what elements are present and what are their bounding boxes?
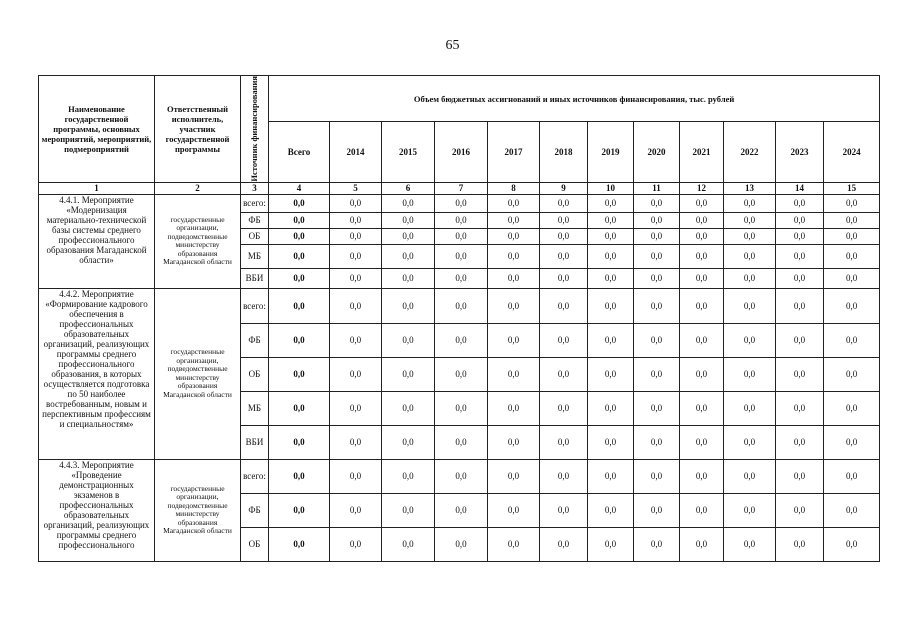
year-value-cell: 0,0 xyxy=(776,244,824,268)
year-value-cell: 0,0 xyxy=(540,527,588,561)
year-value-cell: 0,0 xyxy=(680,357,724,391)
header-name: Наименование государственной программы, основных мероприятий, мероприятий, подмероприятий xyxy=(39,76,155,183)
year-value-cell: 0,0 xyxy=(724,357,776,391)
header-volume: Объем бюджетных ассигнований и иных источников финансирования, тыс. рублей xyxy=(269,76,880,122)
funding-source-cell: ОБ xyxy=(241,527,269,561)
header-year: 2020 xyxy=(634,122,680,182)
header-row-1 xyxy=(39,76,880,122)
year-value-cell: 0,0 xyxy=(634,459,680,493)
year-value-cell: 0,0 xyxy=(634,493,680,527)
year-value-cell: 0,0 xyxy=(435,527,488,561)
header-year: 2018 xyxy=(540,122,588,182)
year-value-cell: 0,0 xyxy=(588,194,634,212)
year-value-cell: 0,0 xyxy=(588,212,634,228)
year-value-cell: 0,0 xyxy=(382,323,435,357)
year-value-cell: 0,0 xyxy=(330,268,382,288)
year-value-cell: 0,0 xyxy=(634,194,680,212)
year-value-cell: 0,0 xyxy=(435,268,488,288)
year-value-cell: 0,0 xyxy=(634,212,680,228)
year-value-cell: 0,0 xyxy=(540,323,588,357)
year-value-cell: 0,0 xyxy=(824,288,880,323)
funding-source-cell: всего: xyxy=(241,288,269,323)
header-source-text: Источник финансирования xyxy=(249,76,259,182)
total-value-cell: 0,0 xyxy=(269,323,330,357)
column-number: 14 xyxy=(776,182,824,194)
year-value-cell: 0,0 xyxy=(776,391,824,425)
column-number: 3 xyxy=(241,182,269,194)
year-value-cell: 0,0 xyxy=(540,244,588,268)
header-source xyxy=(241,76,269,183)
year-value-cell: 0,0 xyxy=(680,228,724,244)
year-value-cell: 0,0 xyxy=(824,268,880,288)
year-value-cell: 0,0 xyxy=(724,425,776,459)
year-value-cell: 0,0 xyxy=(776,268,824,288)
total-value-cell: 0,0 xyxy=(269,493,330,527)
year-value-cell: 0,0 xyxy=(588,244,634,268)
column-number: 11 xyxy=(634,182,680,194)
year-value-cell: 0,0 xyxy=(680,459,724,493)
column-number: 6 xyxy=(382,182,435,194)
funding-source-cell: ФБ xyxy=(241,323,269,357)
responsible-cell: государственные организации, подведомственные министерству образования Магаданской области xyxy=(155,459,241,561)
year-value-cell: 0,0 xyxy=(680,391,724,425)
year-value-cell: 0,0 xyxy=(540,228,588,244)
column-number: 5 xyxy=(330,182,382,194)
header-year: 2019 xyxy=(588,122,634,182)
year-value-cell: 0,0 xyxy=(540,357,588,391)
year-value-cell: 0,0 xyxy=(776,212,824,228)
year-value-cell: 0,0 xyxy=(488,527,540,561)
year-value-cell: 0,0 xyxy=(330,425,382,459)
header-year: 2015 xyxy=(382,122,435,182)
year-value-cell: 0,0 xyxy=(724,268,776,288)
year-value-cell: 0,0 xyxy=(330,493,382,527)
column-number: 8 xyxy=(488,182,540,194)
year-value-cell: 0,0 xyxy=(634,425,680,459)
year-value-cell: 0,0 xyxy=(588,228,634,244)
year-value-cell: 0,0 xyxy=(488,323,540,357)
year-value-cell: 0,0 xyxy=(382,194,435,212)
year-value-cell: 0,0 xyxy=(824,357,880,391)
year-value-cell: 0,0 xyxy=(680,244,724,268)
year-value-cell: 0,0 xyxy=(435,493,488,527)
year-value-cell: 0,0 xyxy=(588,459,634,493)
year-value-cell: 0,0 xyxy=(776,493,824,527)
year-value-cell: 0,0 xyxy=(540,212,588,228)
year-value-cell: 0,0 xyxy=(588,323,634,357)
year-value-cell: 0,0 xyxy=(588,527,634,561)
year-value-cell: 0,0 xyxy=(330,391,382,425)
year-value-cell: 0,0 xyxy=(540,194,588,212)
year-value-cell: 0,0 xyxy=(776,194,824,212)
header-year: 2021 xyxy=(680,122,724,182)
column-number: 15 xyxy=(824,182,880,194)
year-value-cell: 0,0 xyxy=(488,268,540,288)
year-value-cell: 0,0 xyxy=(824,244,880,268)
year-value-cell: 0,0 xyxy=(435,391,488,425)
header-year: 2024 xyxy=(824,122,880,182)
funding-source-cell: ВБИ xyxy=(241,268,269,288)
year-value-cell: 0,0 xyxy=(588,425,634,459)
year-value-cell: 0,0 xyxy=(435,288,488,323)
year-value-cell: 0,0 xyxy=(435,194,488,212)
year-value-cell: 0,0 xyxy=(540,425,588,459)
year-value-cell: 0,0 xyxy=(540,459,588,493)
year-value-cell: 0,0 xyxy=(724,493,776,527)
year-value-cell: 0,0 xyxy=(382,228,435,244)
year-value-cell: 0,0 xyxy=(680,493,724,527)
table-row xyxy=(39,459,880,493)
year-value-cell: 0,0 xyxy=(488,357,540,391)
header-responsible: Ответственный исполнитель, участник государственной программы xyxy=(155,76,241,183)
year-value-cell: 0,0 xyxy=(824,323,880,357)
year-value-cell: 0,0 xyxy=(435,212,488,228)
year-value-cell: 0,0 xyxy=(824,425,880,459)
year-value-cell: 0,0 xyxy=(382,527,435,561)
year-value-cell: 0,0 xyxy=(488,228,540,244)
year-value-cell: 0,0 xyxy=(724,228,776,244)
column-number: 4 xyxy=(269,182,330,194)
year-value-cell: 0,0 xyxy=(488,459,540,493)
year-value-cell: 0,0 xyxy=(776,228,824,244)
program-name-cell: 4.4.3. Мероприятие «Проведение демонстрационных экзаменов в профессиональных образовательных организаций, реализующих программы среднего профессионального xyxy=(39,459,155,561)
funding-source-cell: МБ xyxy=(241,391,269,425)
column-number: 1 xyxy=(39,182,155,194)
year-value-cell: 0,0 xyxy=(776,527,824,561)
year-value-cell: 0,0 xyxy=(330,288,382,323)
total-value-cell: 0,0 xyxy=(269,527,330,561)
year-value-cell: 0,0 xyxy=(330,323,382,357)
year-value-cell: 0,0 xyxy=(488,212,540,228)
column-number: 2 xyxy=(155,182,241,194)
year-value-cell: 0,0 xyxy=(634,228,680,244)
year-value-cell: 0,0 xyxy=(824,459,880,493)
total-value-cell: 0,0 xyxy=(269,357,330,391)
total-value-cell: 0,0 xyxy=(269,425,330,459)
year-value-cell: 0,0 xyxy=(724,459,776,493)
funding-source-cell: всего: xyxy=(241,459,269,493)
year-value-cell: 0,0 xyxy=(588,288,634,323)
year-value-cell: 0,0 xyxy=(724,244,776,268)
year-value-cell: 0,0 xyxy=(588,268,634,288)
table-body xyxy=(39,182,880,561)
responsible-cell: государственные организации, подведомственные министерству образования Магаданской области xyxy=(155,194,241,288)
year-value-cell: 0,0 xyxy=(435,357,488,391)
total-value-cell: 0,0 xyxy=(269,244,330,268)
year-value-cell: 0,0 xyxy=(330,194,382,212)
year-value-cell: 0,0 xyxy=(435,244,488,268)
year-value-cell: 0,0 xyxy=(435,228,488,244)
year-value-cell: 0,0 xyxy=(634,391,680,425)
year-value-cell: 0,0 xyxy=(724,323,776,357)
year-value-cell: 0,0 xyxy=(824,527,880,561)
column-number: 10 xyxy=(588,182,634,194)
year-value-cell: 0,0 xyxy=(634,288,680,323)
year-value-cell: 0,0 xyxy=(435,459,488,493)
program-name-cell: 4.4.1. Мероприятие «Модернизация материально-технической базы системы среднего профессионального образования Магаданской области» xyxy=(39,194,155,288)
year-value-cell: 0,0 xyxy=(330,459,382,493)
year-value-cell: 0,0 xyxy=(382,493,435,527)
year-value-cell: 0,0 xyxy=(824,194,880,212)
year-value-cell: 0,0 xyxy=(382,459,435,493)
year-value-cell: 0,0 xyxy=(382,268,435,288)
year-value-cell: 0,0 xyxy=(680,425,724,459)
header-year: 2022 xyxy=(724,122,776,182)
total-value-cell: 0,0 xyxy=(269,459,330,493)
year-value-cell: 0,0 xyxy=(382,391,435,425)
year-value-cell: 0,0 xyxy=(634,244,680,268)
year-value-cell: 0,0 xyxy=(382,425,435,459)
year-value-cell: 0,0 xyxy=(488,194,540,212)
column-number: 13 xyxy=(724,182,776,194)
table-row xyxy=(39,288,880,323)
year-value-cell: 0,0 xyxy=(330,212,382,228)
year-value-cell: 0,0 xyxy=(824,228,880,244)
year-value-cell: 0,0 xyxy=(724,194,776,212)
header-year: 2016 xyxy=(435,122,488,182)
year-value-cell: 0,0 xyxy=(540,268,588,288)
column-number: 12 xyxy=(680,182,724,194)
total-value-cell: 0,0 xyxy=(269,194,330,212)
year-value-cell: 0,0 xyxy=(382,288,435,323)
year-value-cell: 0,0 xyxy=(540,288,588,323)
table-row xyxy=(39,194,880,212)
column-number-row xyxy=(39,182,880,194)
year-value-cell: 0,0 xyxy=(680,288,724,323)
year-value-cell: 0,0 xyxy=(488,244,540,268)
year-value-cell: 0,0 xyxy=(776,357,824,391)
year-value-cell: 0,0 xyxy=(488,493,540,527)
total-value-cell: 0,0 xyxy=(269,212,330,228)
year-value-cell: 0,0 xyxy=(776,425,824,459)
header-year: 2023 xyxy=(776,122,824,182)
budget-table xyxy=(38,75,880,562)
year-value-cell: 0,0 xyxy=(634,323,680,357)
year-value-cell: 0,0 xyxy=(680,268,724,288)
year-value-cell: 0,0 xyxy=(724,212,776,228)
responsible-cell: государственные организации, подведомственные министерству образования Магаданской области xyxy=(155,288,241,459)
total-value-cell: 0,0 xyxy=(269,228,330,244)
header-total: Всего xyxy=(269,122,330,182)
year-value-cell: 0,0 xyxy=(680,527,724,561)
year-value-cell: 0,0 xyxy=(330,228,382,244)
year-value-cell: 0,0 xyxy=(776,288,824,323)
year-value-cell: 0,0 xyxy=(680,323,724,357)
header-year: 2014 xyxy=(330,122,382,182)
year-value-cell: 0,0 xyxy=(680,212,724,228)
year-value-cell: 0,0 xyxy=(330,357,382,391)
year-value-cell: 0,0 xyxy=(382,244,435,268)
year-value-cell: 0,0 xyxy=(588,493,634,527)
program-name-cell: 4.4.2. Мероприятие «Формирование кадрового обеспечения в профессиональных образовательных организаций, реализующих программы среднего профессионального образования, в которых осуществляется подготовка по 50 наиболее востребованным, новым и перспективным профессиям и специальностям» xyxy=(39,288,155,459)
year-value-cell: 0,0 xyxy=(824,391,880,425)
year-value-cell: 0,0 xyxy=(724,391,776,425)
funding-source-cell: ОБ xyxy=(241,357,269,391)
year-value-cell: 0,0 xyxy=(776,459,824,493)
total-value-cell: 0,0 xyxy=(269,391,330,425)
funding-source-cell: МБ xyxy=(241,244,269,268)
year-value-cell: 0,0 xyxy=(634,357,680,391)
year-value-cell: 0,0 xyxy=(634,527,680,561)
year-value-cell: 0,0 xyxy=(588,391,634,425)
year-value-cell: 0,0 xyxy=(724,288,776,323)
year-value-cell: 0,0 xyxy=(488,391,540,425)
year-value-cell: 0,0 xyxy=(488,288,540,323)
year-value-cell: 0,0 xyxy=(724,527,776,561)
year-value-cell: 0,0 xyxy=(540,391,588,425)
total-value-cell: 0,0 xyxy=(269,268,330,288)
page-number: 65 xyxy=(445,38,460,53)
year-value-cell: 0,0 xyxy=(776,323,824,357)
year-value-cell: 0,0 xyxy=(634,268,680,288)
year-value-cell: 0,0 xyxy=(435,425,488,459)
funding-source-cell: ФБ xyxy=(241,212,269,228)
year-value-cell: 0,0 xyxy=(382,212,435,228)
header-year: 2017 xyxy=(488,122,540,182)
year-value-cell: 0,0 xyxy=(382,357,435,391)
funding-source-cell: ВБИ xyxy=(241,425,269,459)
year-value-cell: 0,0 xyxy=(488,425,540,459)
year-value-cell: 0,0 xyxy=(330,527,382,561)
total-value-cell: 0,0 xyxy=(269,288,330,323)
funding-source-cell: всего: xyxy=(241,194,269,212)
year-value-cell: 0,0 xyxy=(680,194,724,212)
funding-source-cell: ФБ xyxy=(241,493,269,527)
year-value-cell: 0,0 xyxy=(435,323,488,357)
year-value-cell: 0,0 xyxy=(330,244,382,268)
year-value-cell: 0,0 xyxy=(588,357,634,391)
year-value-cell: 0,0 xyxy=(540,493,588,527)
year-value-cell: 0,0 xyxy=(824,212,880,228)
funding-source-cell: ОБ xyxy=(241,228,269,244)
column-number: 9 xyxy=(540,182,588,194)
year-value-cell: 0,0 xyxy=(824,493,880,527)
column-number: 7 xyxy=(435,182,488,194)
